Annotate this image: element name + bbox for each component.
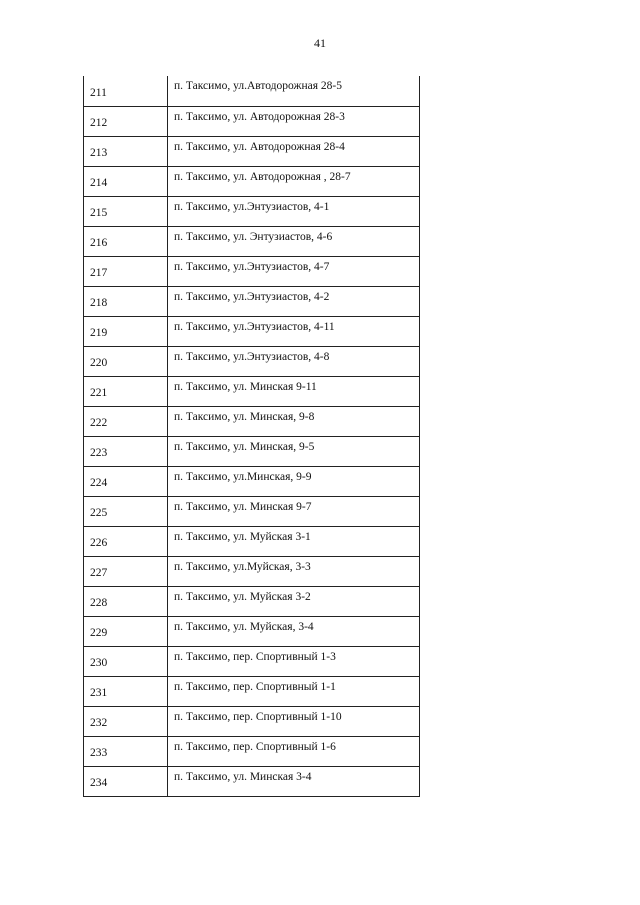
row-number-cell: 234 xyxy=(84,766,168,796)
page-number: 41 xyxy=(314,36,326,50)
address-cell: п. Таксимо, ул.Энтузиастов, 4-11 xyxy=(168,316,420,346)
address-table xyxy=(83,76,420,797)
row-number-cell: 231 xyxy=(84,676,168,706)
address-cell: п. Таксимо, пер. Спортивный 1-1 xyxy=(168,676,420,706)
row-number-cell: 215 xyxy=(84,196,168,226)
table-row xyxy=(84,616,420,646)
table-row xyxy=(84,106,420,136)
table-row xyxy=(84,76,420,106)
address-cell: п. Таксимо, ул. Минская, 9-5 xyxy=(168,436,420,466)
address-cell: п. Таксимо, пер. Спортивный 1-3 xyxy=(168,646,420,676)
address-cell: п. Таксимо, ул. Минская 3-4 xyxy=(168,766,420,796)
row-number-cell: 224 xyxy=(84,466,168,496)
address-cell: п. Таксимо, ул.Энтузиастов, 4-1 xyxy=(168,196,420,226)
table-row xyxy=(84,466,420,496)
table-row xyxy=(84,226,420,256)
table-row xyxy=(84,406,420,436)
row-number-cell: 220 xyxy=(84,346,168,376)
row-number-cell: 229 xyxy=(84,616,168,646)
address-cell: п. Таксимо, ул. Муйская, 3-4 xyxy=(168,616,420,646)
address-cell: п. Таксимо, ул. Энтузиастов, 4-6 xyxy=(168,226,420,256)
table-row xyxy=(84,526,420,556)
row-number-cell: 214 xyxy=(84,166,168,196)
address-cell: п. Таксимо, ул. Минская, 9-8 xyxy=(168,406,420,436)
row-number-cell: 222 xyxy=(84,406,168,436)
row-number-cell: 212 xyxy=(84,106,168,136)
address-cell: п. Таксимо, ул. Минская 9-11 xyxy=(168,376,420,406)
table-row xyxy=(84,376,420,406)
address-cell: п. Таксимо, ул.Энтузиастов, 4-7 xyxy=(168,256,420,286)
address-cell: п. Таксимо, ул.Энтузиастов, 4-2 xyxy=(168,286,420,316)
address-table-body xyxy=(84,76,420,796)
row-number-cell: 216 xyxy=(84,226,168,256)
table-row xyxy=(84,136,420,166)
row-number-cell: 217 xyxy=(84,256,168,286)
address-cell: п. Таксимо, ул.Минская, 9-9 xyxy=(168,466,420,496)
address-cell: п. Таксимо, ул. Минская 9-7 xyxy=(168,496,420,526)
address-cell: п. Таксимо, ул.Автодорожная 28-5 xyxy=(168,76,420,106)
table-row xyxy=(84,196,420,226)
address-cell: п. Таксимо, пер. Спортивный 1-10 xyxy=(168,706,420,736)
row-number-cell: 218 xyxy=(84,286,168,316)
row-number-cell: 213 xyxy=(84,136,168,166)
address-cell: п. Таксимо, ул. Автодорожная 28-4 xyxy=(168,136,420,166)
table-row xyxy=(84,346,420,376)
address-cell: п. Таксимо, ул.Муйская, 3-3 xyxy=(168,556,420,586)
table-row xyxy=(84,316,420,346)
row-number-cell: 221 xyxy=(84,376,168,406)
row-number-cell: 225 xyxy=(84,496,168,526)
address-cell: п. Таксимо, ул. Муйская 3-1 xyxy=(168,526,420,556)
address-cell: п. Таксимо, ул. Муйская 3-2 xyxy=(168,586,420,616)
row-number-cell: 226 xyxy=(84,526,168,556)
table-row xyxy=(84,286,420,316)
table-row xyxy=(84,706,420,736)
table-row xyxy=(84,766,420,796)
table-row xyxy=(84,436,420,466)
table-row xyxy=(84,166,420,196)
row-number-cell: 228 xyxy=(84,586,168,616)
table-row xyxy=(84,736,420,766)
address-cell: п. Таксимо, пер. Спортивный 1-6 xyxy=(168,736,420,766)
row-number-cell: 211 xyxy=(84,76,168,106)
row-number-cell: 223 xyxy=(84,436,168,466)
row-number-cell: 230 xyxy=(84,646,168,676)
table-row xyxy=(84,676,420,706)
address-cell: п. Таксимо, ул. Автодорожная 28-3 xyxy=(168,106,420,136)
table-row xyxy=(84,496,420,526)
address-cell: п. Таксимо, ул. Автодорожная , 28-7 xyxy=(168,166,420,196)
address-cell: п. Таксимо, ул.Энтузиастов, 4-8 xyxy=(168,346,420,376)
row-number-cell: 219 xyxy=(84,316,168,346)
table-row xyxy=(84,586,420,616)
row-number-cell: 227 xyxy=(84,556,168,586)
row-number-cell: 232 xyxy=(84,706,168,736)
table-row xyxy=(84,556,420,586)
table-row xyxy=(84,646,420,676)
table-row xyxy=(84,256,420,286)
row-number-cell: 233 xyxy=(84,736,168,766)
